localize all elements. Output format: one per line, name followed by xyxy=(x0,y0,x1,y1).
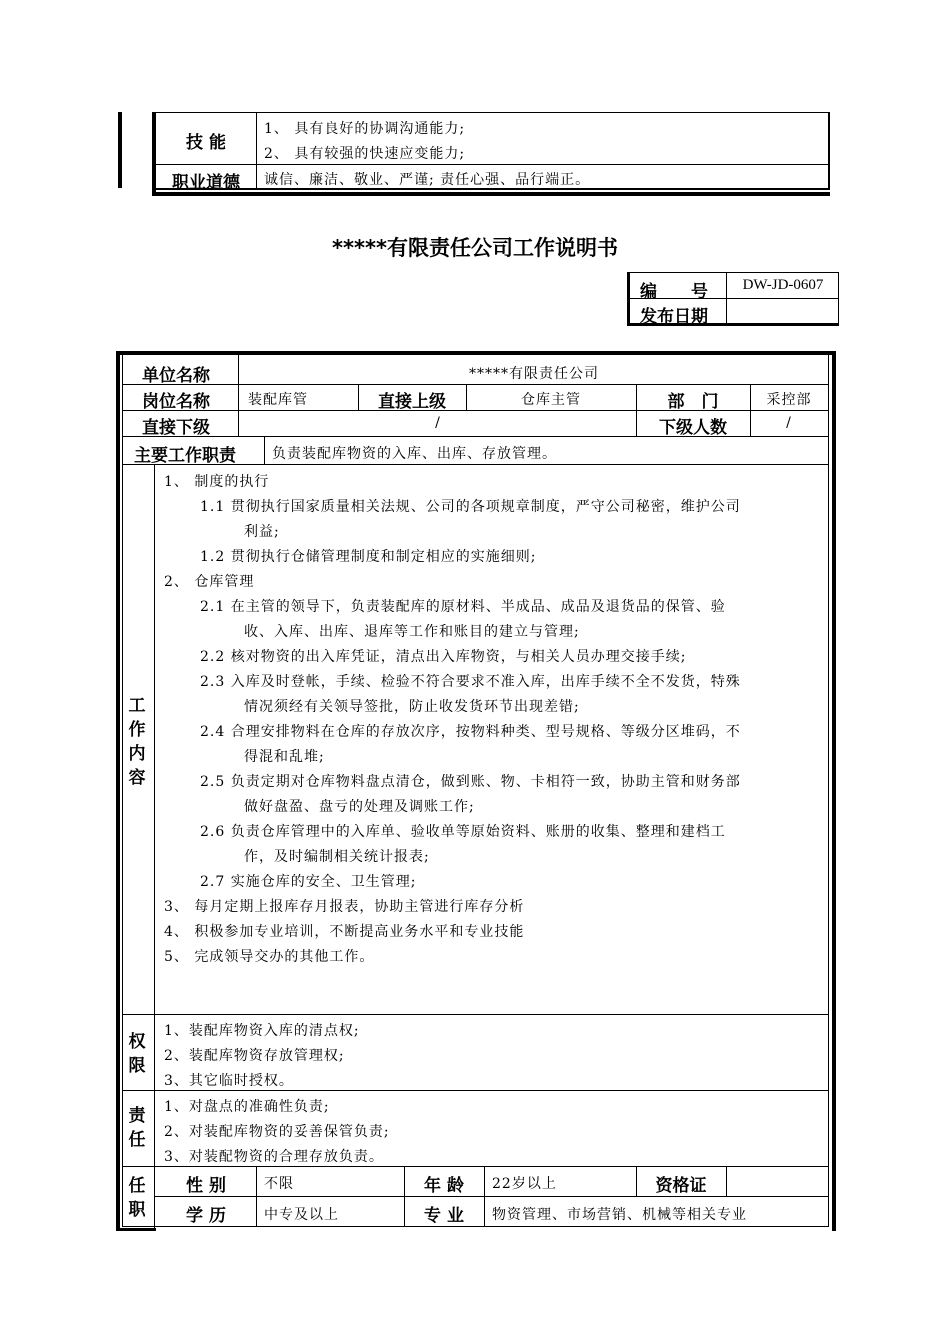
unit-label: 单位名称 xyxy=(142,366,210,386)
ethics-label: 职业道德 xyxy=(172,173,240,193)
responsibility-line: 2、对装配库物资的妥善保管负责; xyxy=(164,1124,390,1140)
work-line: 做好盘盈、盘亏的处理及调账工作; xyxy=(244,799,475,815)
work-line: 得混和乱堆; xyxy=(244,749,325,765)
work-line: 1.2 贯彻执行仓储管理制度和制定相应的实施细则; xyxy=(200,549,537,565)
education-value: 中专及以上 xyxy=(264,1207,339,1223)
work-line: 2.5 负责定期对仓库物料盘点清仓，做到账、物、卡相符一致，协助主管和财务部 xyxy=(200,774,741,790)
superior-value: 仓库主管 xyxy=(521,392,581,408)
authority-label: 权限 xyxy=(128,1032,146,1076)
dept-value: 采控部 xyxy=(766,392,812,408)
sub-count-label: 下级人数 xyxy=(659,418,727,438)
gender-value: 不限 xyxy=(264,1176,294,1192)
responsibility-label: 责任 xyxy=(128,1106,146,1150)
subordinate-label: 直接下级 xyxy=(142,418,210,438)
work-line: 2.1 在主管的领导下，负责装配库的原材料、半成品、成品及退货品的保管、验 xyxy=(200,599,726,615)
work-line: 4、 积极参加专业培训，不断提高业务水平和专业技能 xyxy=(164,924,525,940)
work-line: 2.2 核对物资的出入库凭证，清点出入库物资，与相关人员办理交接手续; xyxy=(200,649,687,665)
work-line: 3、 每月定期上报库存月报表，协助主管进行库存分析 xyxy=(164,899,525,915)
requirements-label: 任职 xyxy=(128,1176,146,1220)
work-line: 1.1 贯彻执行国家质量相关法规、公司的各项规章制度，严守公司秘密，维护公司 xyxy=(200,499,741,515)
major-value: 物资管理、市场营销、机械等相关专业 xyxy=(492,1207,747,1223)
post-value: 装配库管 xyxy=(248,392,308,408)
work-line: 2.7 实施仓库的安全、卫生管理; xyxy=(200,874,417,890)
unit-value: *****有限责任公司 xyxy=(469,366,599,382)
work-line: 2.4 合理安排物料在仓库的存放次序，按物料种类、型号规格、等级分区堆码，不 xyxy=(200,724,741,740)
work-line: 利益; xyxy=(244,524,280,540)
skills-label: 技 能 xyxy=(186,133,226,153)
age-label: 年 龄 xyxy=(424,1176,464,1196)
duty-label: 主要工作职责 xyxy=(134,446,236,466)
skill-item: 1、 具有良好的协调沟通能力; xyxy=(264,121,466,137)
age-value: 22岁以上 xyxy=(492,1176,557,1192)
authority-line: 1、装配库物资入库的清点权; xyxy=(164,1023,360,1039)
gender-label: 性 别 xyxy=(186,1176,226,1196)
responsibility-line: 1、对盘点的准确性负责; xyxy=(164,1099,330,1115)
duty-value: 负责装配库物资的入库、出库、存放管理。 xyxy=(272,446,557,462)
subordinate-value: / xyxy=(435,415,441,431)
authority-line: 3、其它临时授权。 xyxy=(164,1073,294,1089)
code-label: 编 号 xyxy=(640,282,708,302)
work-line: 2.3 入库及时登帐，手续、检验不符合要求不准入库，出库手续不全不发货，特殊 xyxy=(200,674,741,690)
education-label: 学 历 xyxy=(186,1206,226,1226)
work-label: 工作内容 xyxy=(128,696,146,788)
sub-count-value: / xyxy=(786,415,792,431)
dept-label: 部 门 xyxy=(667,392,719,412)
code-value: DW-JD-0607 xyxy=(742,277,824,293)
major-label: 专 业 xyxy=(424,1206,464,1226)
work-line: 收、入库、出库、退库等工作和账目的建立与管理; xyxy=(244,624,580,640)
ethics-value: 诚信、廉洁、敬业、严谨; 责任心强、品行端正。 xyxy=(264,172,591,188)
post-label: 岗位名称 xyxy=(142,392,210,412)
cert-label: 资格证 xyxy=(655,1176,707,1196)
work-line: 2.6 负责仓库管理中的入库单、验收单等原始资料、账册的收集、整理和建档工 xyxy=(200,824,726,840)
authority-line: 2、装配库物资存放管理权; xyxy=(164,1048,345,1064)
date-label: 发布日期 xyxy=(640,307,708,327)
work-line: 5、 完成领导交办的其他工作。 xyxy=(164,949,375,965)
work-line: 情况须经有关领导签批，防止收发货环节出现差错; xyxy=(244,699,580,715)
work-line: 作，及时编制相关统计报表; xyxy=(244,849,430,865)
work-line: 1、 制度的执行 xyxy=(164,474,270,490)
work-line: 2、 仓库管理 xyxy=(164,574,255,590)
skill-item: 2、 具有较强的快速应变能力; xyxy=(264,146,466,162)
superior-label: 直接上级 xyxy=(378,392,446,412)
responsibility-line: 3、对装配物资的合理存放负责。 xyxy=(164,1149,384,1165)
page-title: *****有限责任公司工作说明书 xyxy=(332,236,618,260)
